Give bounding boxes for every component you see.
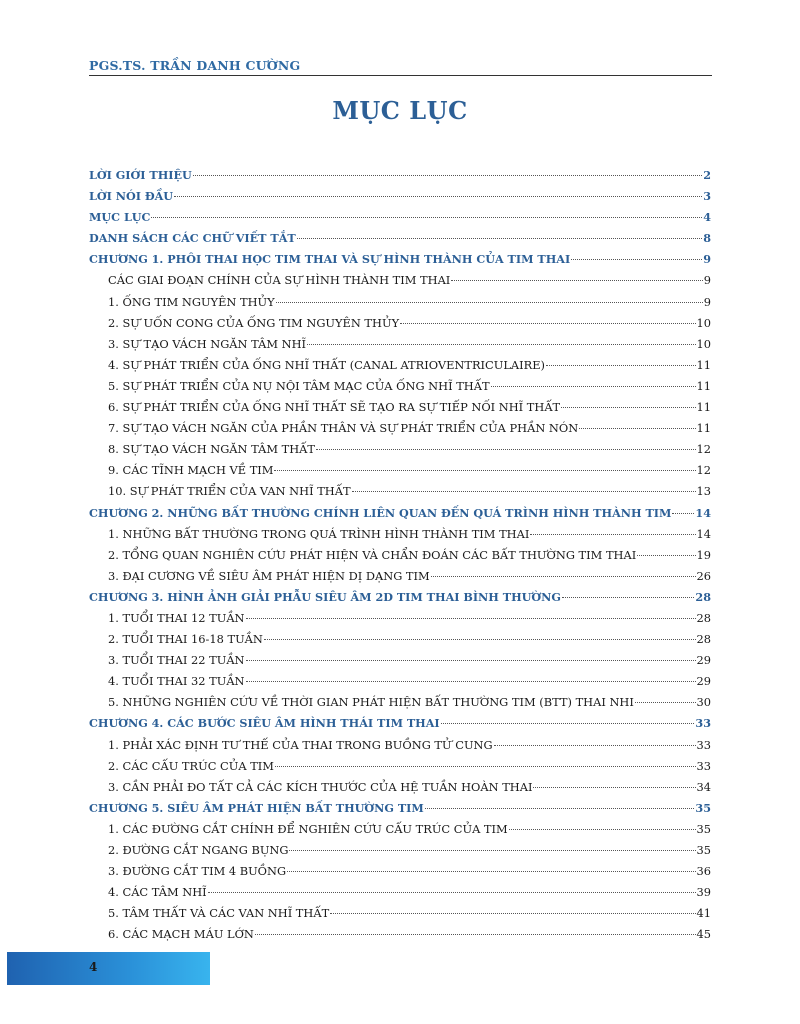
toc-dot-leader	[352, 491, 696, 492]
toc-entry-label: 5. NHỮNG NGHIÊN CỨU VỀ THỜI GIAN PHÁT HIỆN BẤT THƯỜNG TIM (BTT) THAI NHI	[108, 695, 634, 710]
toc-chapter-entry[interactable]	[89, 207, 711, 228]
toc-dot-leader	[287, 871, 695, 872]
toc-section-entry[interactable]	[89, 924, 711, 945]
toc-chapter-entry[interactable]	[89, 228, 711, 249]
toc-entry-page: 39	[696, 885, 711, 900]
toc-dot-leader	[330, 913, 695, 914]
toc-entry-label: LỜI NÓI ĐẦU	[89, 189, 174, 204]
toc-entry-page: 30	[696, 695, 711, 710]
toc-section-entry[interactable]	[89, 334, 711, 355]
toc-entry-label: 2. SỰ UỐN CONG CỦA ỐNG TIM NGUYÊN THỦY	[108, 315, 400, 330]
toc-entry-label: 6. CÁC MẠCH MÁU LỚN	[108, 927, 254, 942]
toc-dot-leader	[307, 344, 695, 345]
toc-dot-leader	[441, 723, 695, 724]
toc-entry-page: 11	[696, 400, 711, 415]
toc-dot-leader	[316, 449, 696, 450]
toc-section-entry[interactable]	[89, 777, 711, 798]
toc-dot-leader	[491, 386, 696, 387]
toc-section-entry[interactable]	[89, 397, 711, 418]
toc-section-entry[interactable]	[89, 819, 711, 840]
footer-page-number: 4	[89, 960, 98, 974]
toc-dot-leader	[494, 745, 696, 746]
toc-entry-page: 10	[696, 336, 711, 351]
toc-dot-leader	[193, 175, 702, 176]
toc-entry-page: 11	[696, 357, 711, 372]
toc-section-entry[interactable]	[89, 460, 711, 481]
toc-entry-label: 5. TÂM THẤT VÀ CÁC VAN NHĨ THẤT	[108, 906, 330, 921]
toc-section-entry[interactable]	[89, 756, 711, 777]
toc-section-entry[interactable]	[89, 861, 711, 882]
toc-section-entry[interactable]	[89, 692, 711, 713]
toc-section-entry[interactable]	[89, 735, 711, 756]
header-rule	[89, 75, 712, 76]
toc-dot-leader	[672, 513, 694, 514]
toc-entry-page: 35	[695, 800, 711, 815]
toc-section-entry[interactable]	[89, 355, 711, 376]
toc-entry-page: 12	[696, 442, 711, 457]
toc-entry-label: 2. ĐƯỜNG CẮT NGANG BỤNG	[108, 843, 289, 857]
toc-entry-page: 9	[703, 273, 711, 288]
toc-section-entry[interactable]	[89, 418, 711, 439]
toc-entry-page: 45	[696, 927, 711, 942]
toc-section-entry[interactable]	[89, 650, 711, 671]
toc-dot-leader	[264, 639, 696, 640]
toc-entry-page: 10	[696, 315, 711, 330]
toc-dot-leader	[637, 555, 695, 556]
toc-entry-page: 35	[696, 843, 711, 857]
toc-entry-label: DANH SÁCH CÁC CHỮ VIẾT TẮT	[89, 231, 296, 246]
page-title: MỤC LỤC	[332, 96, 468, 125]
toc-entry-label: 1. ỐNG TIM NGUYÊN THỦY	[108, 294, 275, 309]
table-of-contents	[89, 165, 711, 945]
toc-entry-page: 33	[696, 758, 711, 773]
toc-dot-leader	[571, 259, 702, 260]
toc-entry-label: 1. TUỔI THAI 12 TUẦN	[108, 610, 245, 625]
toc-dot-leader	[246, 618, 696, 619]
toc-chapter-entry[interactable]	[89, 249, 711, 270]
toc-entry-label: CHƯƠNG 5. SIÊU ÂM PHÁT HIỆN BẤT THƯỜNG TIM	[89, 800, 424, 815]
toc-entry-page: 34	[696, 779, 711, 794]
toc-entry-label: 6. SỰ PHÁT TRIỂN CỦA ỐNG NHĨ THẤT SẼ TẠO RA SỰ TIẾP NỐI NHĨ THẤT	[108, 400, 561, 415]
toc-entry-label: 10. SỰ PHÁT TRIỂN CỦA VAN NHĨ THẤT	[108, 484, 351, 499]
toc-entry-page: 35	[696, 821, 711, 836]
toc-section-entry[interactable]	[89, 629, 711, 650]
toc-entry-label: 1. PHẢI XÁC ĐỊNH TƯ THẾ CỦA THAI TRONG BUỒNG TỬ CUNG	[108, 737, 493, 752]
toc-entry-page: 4	[703, 210, 711, 225]
toc-entry-label: 3. ĐƯỜNG CẮT TIM 4 BUỒNG	[108, 864, 287, 879]
footer-bar	[7, 952, 210, 985]
toc-dot-leader	[276, 302, 703, 303]
toc-dot-leader	[274, 470, 695, 471]
header-author: PGS.TS. TRẦN DANH CƯỜNG	[89, 58, 301, 73]
toc-entry-label: CHƯƠNG 2. NHỮNG BẤT THƯỜNG CHÍNH LIÊN QUAN ĐẾN QUÁ TRÌNH HÌNH THÀNH TIM	[89, 505, 672, 520]
toc-section-entry[interactable]	[89, 903, 711, 924]
toc-dot-leader	[530, 534, 695, 535]
toc-section-entry[interactable]	[89, 481, 711, 502]
toc-entry-label: 3. CẦN PHẢI ĐO TẤT CẢ CÁC KÍCH THƯỚC CỦA HỆ TUẦN HOÀN THAI	[108, 779, 533, 794]
toc-entry-page: 14	[696, 526, 711, 541]
toc-dot-leader	[579, 428, 695, 429]
toc-entry-label: CHƯƠNG 1. PHÔI THAI HỌC TIM THAI VÀ SỰ HÌNH THÀNH CỦA TIM THAI	[89, 252, 571, 267]
toc-section-entry[interactable]	[89, 270, 711, 291]
toc-entry-label: 2. CÁC CẤU TRÚC CỦA TIM	[108, 758, 274, 773]
toc-entry-label: 1. NHỮNG BẤT THƯỜNG TRONG QUÁ TRÌNH HÌNH THÀNH TIM THAI	[108, 526, 530, 541]
toc-dot-leader	[562, 597, 694, 598]
toc-section-entry[interactable]	[89, 439, 711, 460]
toc-dot-leader	[561, 407, 695, 408]
toc-section-entry[interactable]	[89, 376, 711, 397]
toc-chapter-entry[interactable]	[89, 165, 711, 186]
toc-dot-leader	[400, 323, 695, 324]
toc-chapter-entry[interactable]	[89, 503, 711, 524]
toc-section-entry[interactable]	[89, 566, 711, 587]
toc-entry-page: 8	[703, 231, 711, 246]
toc-dot-leader	[246, 660, 696, 661]
toc-entry-page: 2	[703, 168, 711, 182]
toc-chapter-entry[interactable]	[89, 798, 711, 819]
toc-dot-leader	[509, 829, 696, 830]
toc-entry-label: 3. TUỔI THAI 22 TUẦN	[108, 653, 245, 668]
toc-entry-label: CHƯƠNG 4. CÁC BƯỚC SIÊU ÂM HÌNH THÁI TIM THAI	[89, 716, 440, 731]
toc-entry-page: 29	[696, 653, 711, 668]
toc-dot-leader	[451, 280, 702, 281]
toc-entry-label: 3. SỰ TẠO VÁCH NGĂN TÂM NHĨ	[108, 336, 307, 351]
toc-chapter-entry[interactable]	[89, 186, 711, 207]
toc-section-entry[interactable]	[89, 313, 711, 334]
toc-dot-leader	[289, 850, 695, 851]
toc-section-entry[interactable]	[89, 524, 711, 545]
toc-chapter-entry[interactable]	[89, 587, 711, 608]
toc-entry-page: 29	[696, 674, 711, 689]
toc-section-entry[interactable]	[89, 882, 711, 903]
toc-entry-label: 4. TUỔI THAI 32 TUẦN	[108, 674, 245, 689]
toc-entry-label: 9. CÁC TĨNH MẠCH VỀ TIM	[108, 463, 274, 478]
toc-entry-label: 1. CÁC ĐƯỜNG CẮT CHÍNH ĐỂ NGHIÊN CỨU CẤU TRÚC CỦA TIM	[108, 821, 508, 836]
toc-section-entry[interactable]	[89, 608, 711, 629]
toc-dot-leader	[151, 217, 702, 218]
toc-entry-label: 7. SỰ TẠO VÁCH NGĂN CỦA PHẦN THÂN VÀ SỰ PHÁT TRIỂN CỦA PHẦN NÓN	[108, 421, 579, 436]
toc-dot-leader	[533, 787, 695, 788]
toc-entry-page: 33	[695, 716, 711, 731]
toc-entry-page: 26	[696, 568, 711, 583]
toc-entry-page: 3	[703, 189, 711, 204]
toc-entry-page: 9	[703, 252, 711, 267]
toc-entry-page: 41	[696, 906, 711, 921]
toc-dot-leader	[297, 238, 703, 239]
toc-entry-page: 13	[696, 484, 711, 499]
toc-dot-leader	[208, 892, 696, 893]
toc-entry-page: 11	[696, 378, 711, 393]
toc-section-entry[interactable]	[89, 545, 711, 566]
toc-entry-label: 2. TUỔI THAI 16-18 TUẦN	[108, 632, 263, 647]
toc-entry-page: 19	[696, 547, 711, 562]
toc-dot-leader	[431, 576, 696, 577]
toc-section-entry[interactable]	[89, 840, 711, 861]
toc-entry-label: 4. SỰ PHÁT TRIỂN CỦA ỐNG NHĨ THẤT (CANAL ATRIOVENTRICULAIRE)	[108, 357, 545, 372]
toc-entry-page: 28	[695, 589, 711, 604]
toc-dot-leader	[255, 934, 696, 935]
toc-entry-label: 5. SỰ PHÁT TRIỂN CỦA NỤ NỘI TÂM MẠC CỦA ỐNG NHĨ THẤT	[108, 378, 490, 393]
toc-entry-label: 8. SỰ TẠO VÁCH NGĂN TÂM THẤT	[108, 442, 315, 457]
toc-dot-leader	[275, 766, 696, 767]
toc-dot-leader	[174, 196, 702, 197]
toc-entry-page: 9	[703, 294, 711, 309]
toc-entry-page: 36	[696, 864, 711, 879]
toc-entry-label: LỜI GIỚI THIỆU	[89, 168, 192, 182]
toc-chapter-entry[interactable]	[89, 713, 711, 734]
toc-entry-label: CHƯƠNG 3. HÌNH ẢNH GIẢI PHẪU SIÊU ÂM 2D TIM THAI BÌNH THƯỜNG	[89, 589, 561, 604]
toc-section-entry[interactable]	[89, 671, 711, 692]
toc-entry-label: 4. CÁC TÂM NHĨ	[108, 885, 207, 900]
toc-entry-page: 33	[696, 737, 711, 752]
toc-entry-page: 14	[695, 505, 711, 520]
toc-dot-leader	[425, 808, 695, 809]
toc-section-entry[interactable]	[89, 292, 711, 313]
toc-entry-page: 12	[696, 463, 711, 478]
toc-entry-label: CÁC GIAI ĐOẠN CHÍNH CỦA SỰ HÌNH THÀNH TIM THAI	[108, 273, 451, 288]
toc-dot-leader	[546, 365, 696, 366]
toc-entry-page: 28	[696, 632, 711, 647]
toc-entry-page: 11	[696, 421, 711, 436]
toc-dot-leader	[246, 681, 696, 682]
toc-entry-page: 28	[696, 610, 711, 625]
toc-entry-label: MỤC LỤC	[89, 210, 151, 225]
toc-entry-label: 2. TỔNG QUAN NGHIÊN CỨU PHÁT HIỆN VÀ CHẨN ĐOÁN CÁC BẤT THƯỜNG TIM THAI	[108, 547, 637, 562]
toc-dot-leader	[635, 702, 696, 703]
toc-entry-label: 3. ĐẠI CƯƠNG VỀ SIÊU ÂM PHÁT HIỆN DỊ DẠNG TIM	[108, 568, 430, 583]
